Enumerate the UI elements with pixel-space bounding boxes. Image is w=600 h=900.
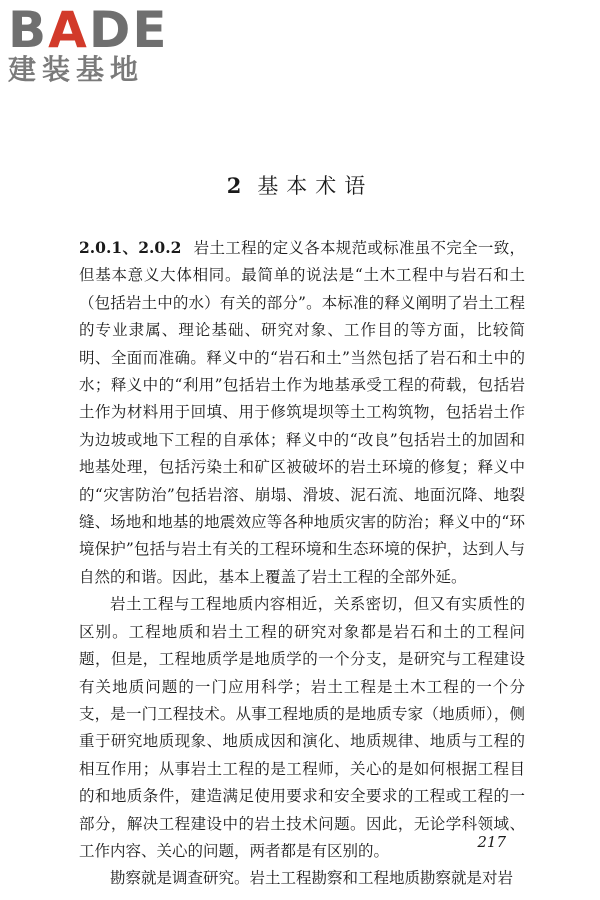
chapter-title [0,170,600,200]
term-number: 2.0.1、2.0.2 [79,238,182,257]
logo-subtitle: 建装基地 [8,53,145,86]
logo-wordmark: BADE [8,1,169,59]
body-text [79,234,525,893]
paragraph: 岩土工程与工程地质内容相近，关系密切，但又有实质性的区别。工程地质和岩土工程的研究对象都是岩石和土的工程问题，但是，工程地质学是地质学的一个分支，是研究与工程建设有关地质问题的一门应用科学；岩土工程是土木工程的一个分支，是一门工程技术。从事工程地质的是地质专家（地质师），侧重于研究地质现象、地质成因和演化、地质规律、地质与工程的相互作用；从事岩土工程的是工程师，关心的是如何根据工程目的和地质条件，建造满足使用要求和安全要求的工程或工程的一部分，解决工程建设中的岩土技术问题。因此，无论学科领域、工作内容、关心的问题，两者都是有区别的。 [79,595,525,860]
paragraph-term-definition [79,234,525,591]
chapter-number: 2 [226,173,244,198]
paragraph: 勘察就是调查研究。岩土工程勘察和工程地质勘察就是对岩 [110,869,514,888]
paragraph-text: 岩土工程的定义各本规范或标准虽不完全一致，但基本意义大体相同。最简单的说法是“土木工程中与岩石和土（包括岩土中的水）有关的部分”。本标准的释义阐明了岩土工程的专业隶属、理论基础、研究对象、工作目的等方面，比较简明、全面而准确。释义中的“岩石和土”当然包括了岩石和土中的水；释义中的“利用”包括岩土作为地基承受工程的荷载，包括岩土作为材料用于回填、用于修筑堤坝等土工构筑物，包括岩土作为边坡或地下工程的自承体；释义中的“改良”包括岩土的加固和地基处理，包括污染土和矿区被破坏的岩土环境的修复；释义中的“灾害防治”包括岩溶、崩塌、滑坡、泥石流、地面沉降、地裂缝、场地和地基的地震效应等各种地质灾害的防治；释义中的“环境保护”包括与岩土有关的工程环境和生态环境的保护，达到人与自然的和谐。因此，基本上覆盖了岩土工程的全部外延。 [79,239,525,586]
page-number: 217 [477,833,506,851]
logo-accent-letter: A [48,1,89,59]
logo [8,1,208,86]
chapter-title-text: 基本术语 [257,174,374,198]
